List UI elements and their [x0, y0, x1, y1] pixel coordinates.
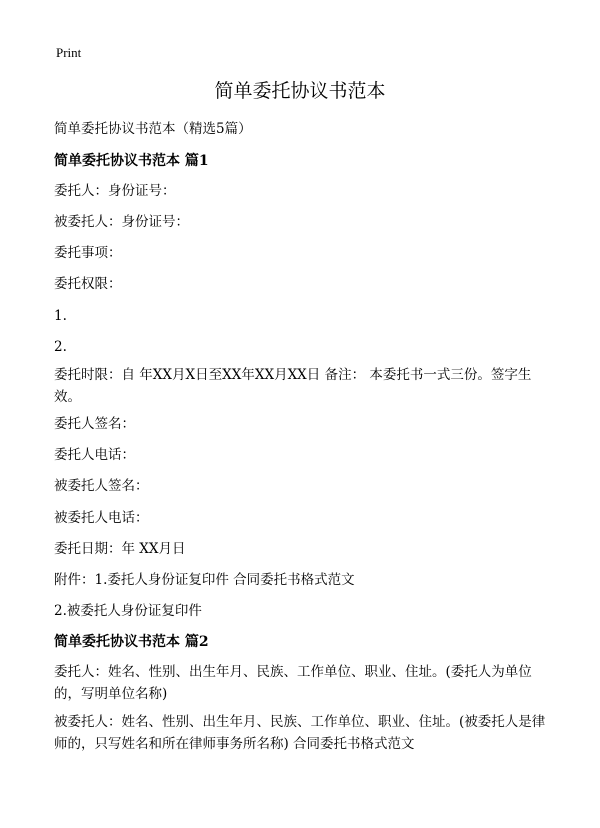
paragraph-attachment-2: 2.被委托人身份证复印件	[54, 603, 202, 619]
paragraph-item-2: 2.	[54, 339, 67, 355]
paragraph-principal-details: 委托人：姓名、性别、出生年月、民族、工作单位、职业、住址。(委托人为单位的，写明单位名称)	[54, 664, 532, 702]
section-heading-2: 简单委托协议书范本 篇2	[54, 634, 209, 650]
section-heading-1: 简单委托协议书范本 篇1	[54, 153, 209, 169]
document-subtitle: 简单委托协议书范本（精选5篇）	[54, 121, 252, 137]
paragraph-principal-signature: 委托人签名：	[54, 416, 135, 432]
paragraph-agent-phone: 被委托人电话：	[54, 510, 149, 526]
paragraph-agent-signature: 被委托人签名：	[54, 478, 149, 494]
page-title: 简单委托协议书范本	[214, 80, 386, 102]
paragraph-agent-details: 被委托人：姓名、性别、出生年月、民族、工作单位、职业、住址。(被委托人是律师的，只写姓名和所在律师事务所名称) 合同委托书格式范文	[54, 714, 546, 752]
paragraph-item-1: 1.	[54, 308, 67, 324]
paragraph-principal-phone: 委托人电话：	[54, 447, 135, 463]
paragraph-time-limit: 委托时限：自 年XX月X日至XX年XX月XX日 备注： 本委托书一式三份。签字生效。	[54, 367, 532, 405]
paragraph-attachment-1: 附件：1.委托人身份证复印件 合同委托书格式范文	[54, 572, 355, 588]
paragraph-principal-id: 委托人：身份证号：	[54, 183, 176, 199]
paragraph-entrusted-matters: 委托事项：	[54, 245, 122, 261]
paragraph-entrust-date: 委托日期：年 XX月日	[54, 541, 186, 557]
paragraph-authority: 委托权限：	[54, 276, 122, 292]
print-link[interactable]: Print	[56, 45, 82, 60]
paragraph-agent-id: 被委托人：身份证号：	[54, 214, 189, 230]
